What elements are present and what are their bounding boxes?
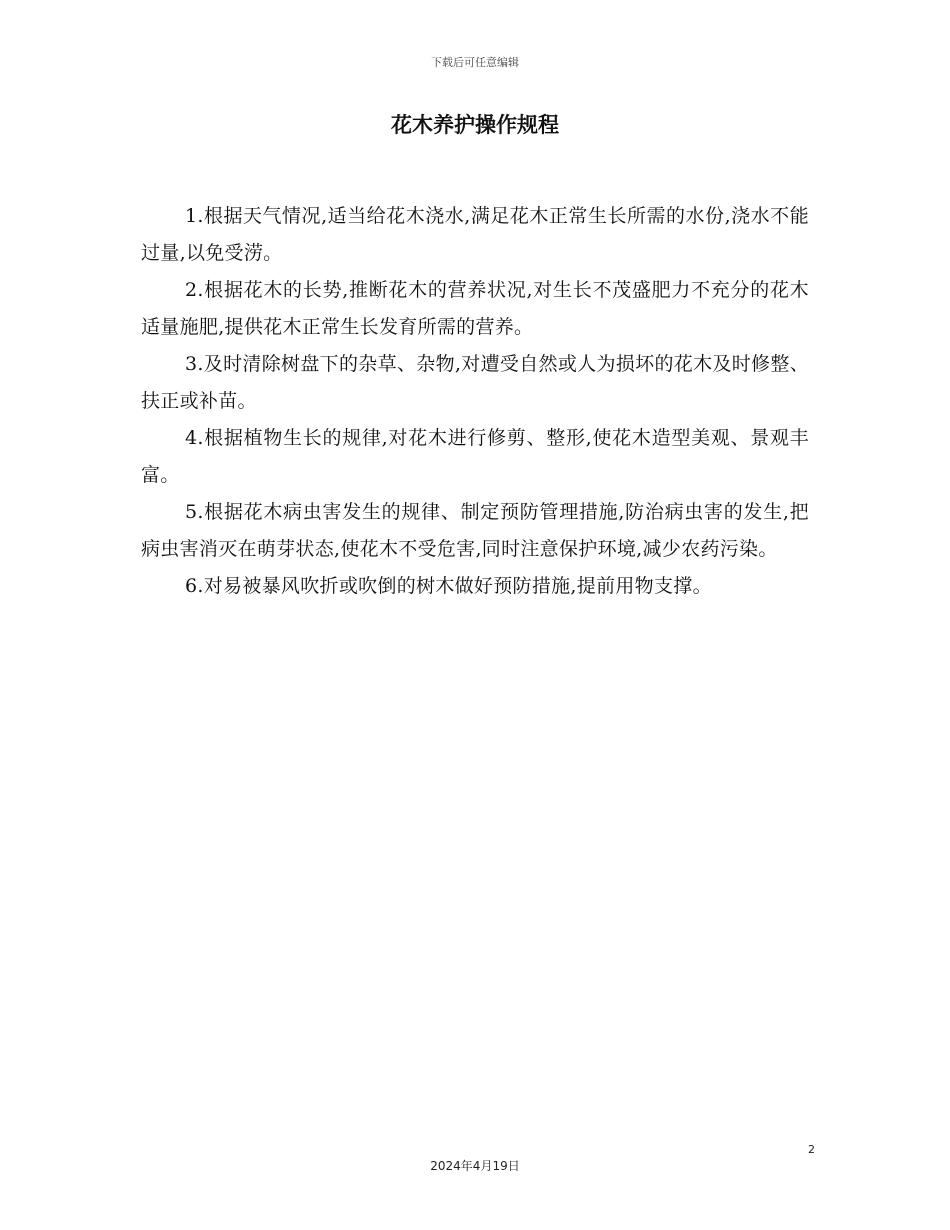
page-header: 下载后可任意编辑 [431, 56, 519, 69]
document-body [141, 198, 809, 605]
paragraph-4: 4.根据植物生长的规律,对花木进行修剪、整形,使花木造型美观、景观丰富。 [141, 427, 809, 486]
paragraph-6: 6.对易被暴风吹折或吹倒的树木做好预防措施,提前用物支撑。 [185, 575, 712, 597]
page-number: 2 [808, 1143, 815, 1156]
paragraph-1: 1.根据天气情况,适当给花木浇水,满足花木正常生长所需的水份,浇水不能过量,以免受涝。 [141, 205, 809, 264]
paragraph-3: 3.及时清除树盘下的杂草、杂物,对遭受自然或人为损坏的花木及时修整、扶正或补苗。 [141, 353, 809, 412]
document-title: 花木养护操作规程 [391, 113, 559, 137]
paragraph-2: 2.根据花木的长势,推断花木的营养状况,对生长不茂盛肥力不充分的花木适量施肥,提供花木正常生长发育所需的营养。 [141, 279, 809, 338]
footer-date: 2024年4月19日 [430, 1159, 520, 1173]
paragraph-5: 5.根据花木病虫害发生的规律、制定预防管理措施,防治病虫害的发生,把病虫害消灭在萌芽状态,使花木不受危害,同时注意保护环境,减少农药污染。 [141, 501, 809, 560]
